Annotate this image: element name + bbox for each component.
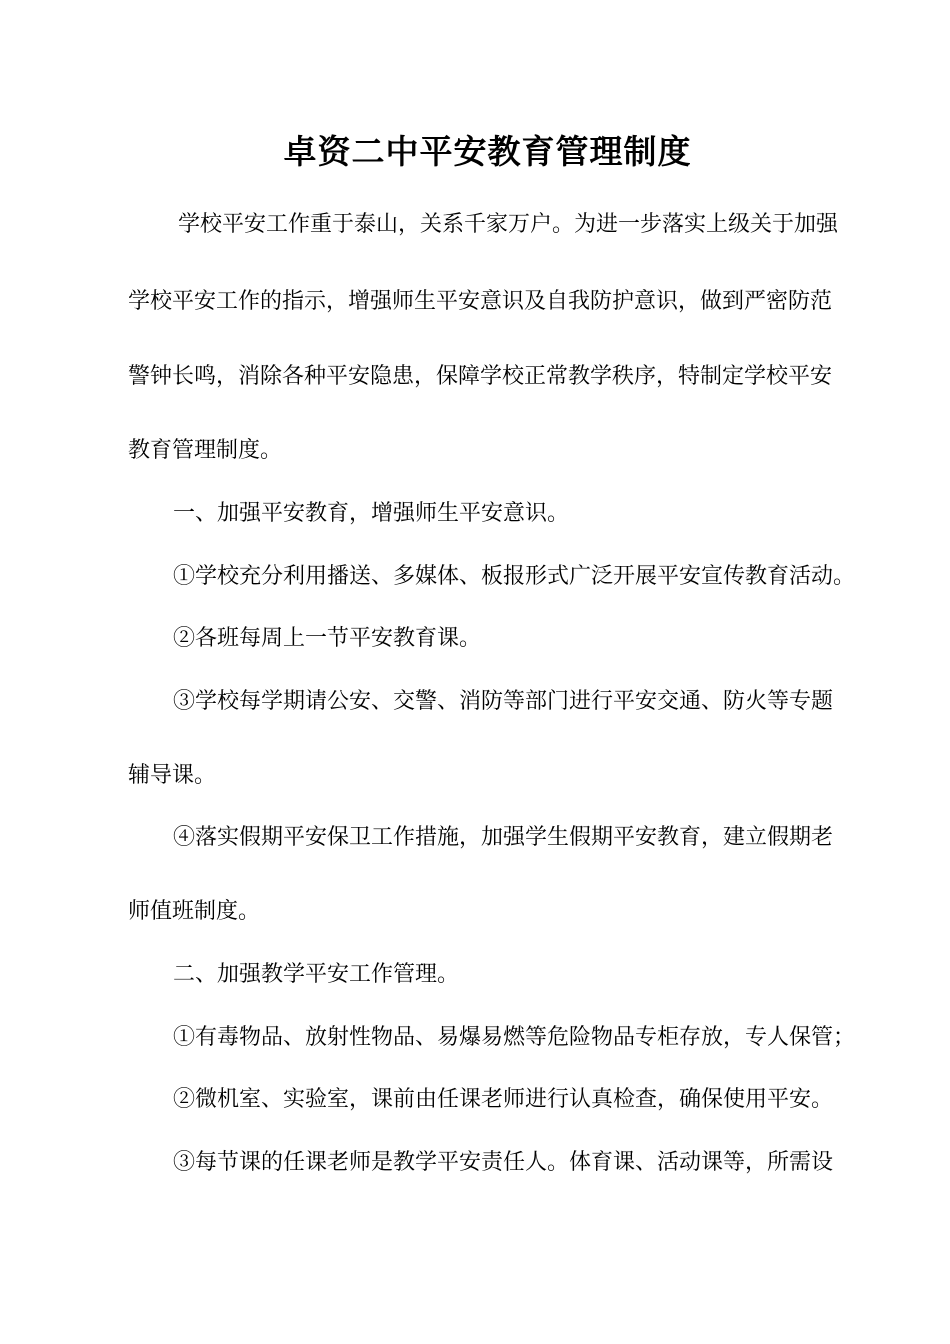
list-item: ①学校充分利用播送、多媒体、板报形式广泛开展平安宣传教育活动。 [173,564,856,589]
paragraph-line: 教育管理制度。 [128,438,283,463]
document-title: 卓资二中平安教育管理制度 [283,132,692,171]
list-item-continuation: 师值班制度。 [128,899,261,924]
list-item: ③学校每学期请公安、交警、消防等部门进行平安交通、防火等专题 [173,689,834,714]
section-heading: 一、加强平安教育，增强师生平安意识。 [173,501,570,526]
paragraph-line: 学校平安工作重于泰山，关系千家万户。为进一步落实上级关于加强 [178,212,839,237]
list-item: ③每节课的任课老师是教学平安责任人。体育课、活动课等，所需设 [173,1150,834,1175]
paragraph-line: 警钟长鸣，消除各种平安隐患，保障学校正常教学秩序，特制定学校平安 [128,364,833,389]
list-item: ②微机室、实验室，课前由任课老师进行认真检查，确保使用平安。 [173,1087,834,1112]
paragraph-line: 学校平安工作的指示，增强师生平安意识及自我防护意识，做到严密防范 [128,289,833,314]
section-heading: 二、加强教学平安工作管理。 [173,962,460,987]
list-item-continuation: 辅导课。 [128,763,217,788]
list-item: ②各班每周上一节平安教育课。 [173,626,482,651]
list-item: ④落实假期平安保卫工作措施，加强学生假期平安教育，建立假期老 [173,825,834,850]
list-item: ①有毒物品、放射性物品、易爆易燃等危险物品专柜存放，专人保管； [173,1025,856,1050]
